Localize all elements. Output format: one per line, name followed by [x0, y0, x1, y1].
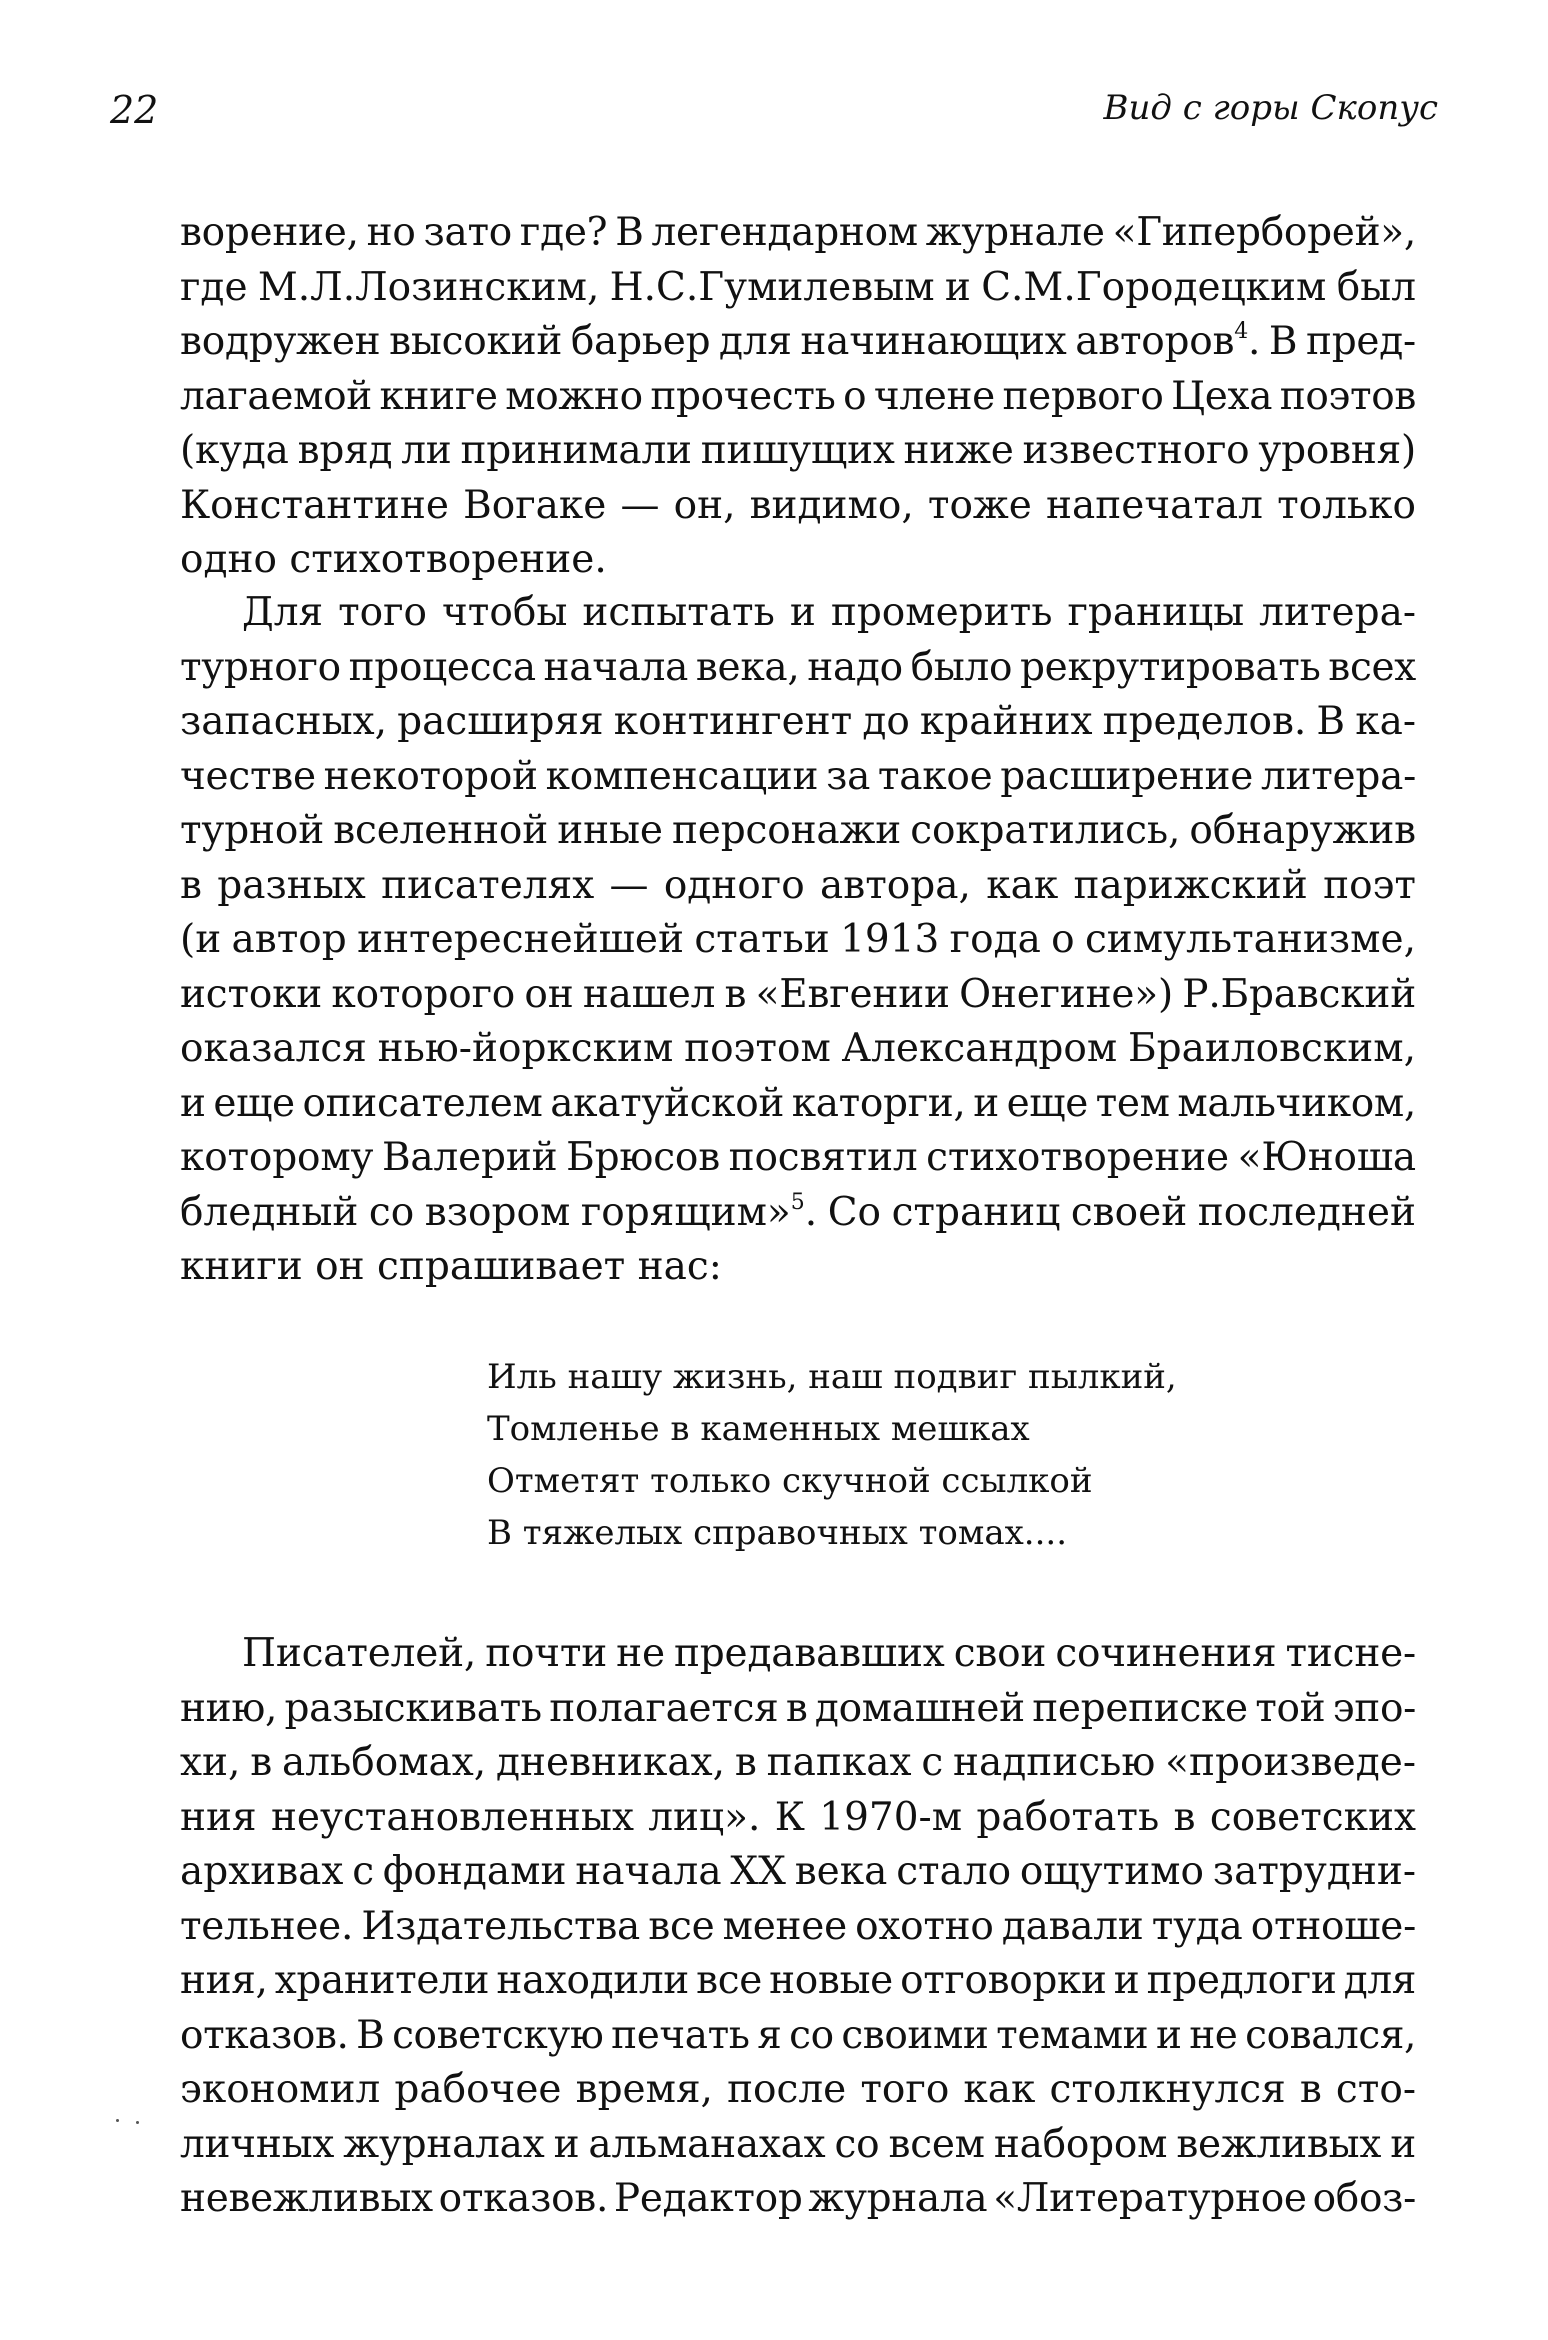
text-fragment: бледный со взором горящим» [180, 1189, 791, 1235]
verse-line: Томленье в каменных мешках [487, 1409, 1030, 1449]
text-line [180, 1186, 1416, 1241]
text-line: одно стихотворение. [180, 537, 607, 582]
scan-speck [136, 2121, 139, 2124]
running-header [110, 88, 1438, 148]
text-fragment: . В пред- [1248, 319, 1416, 364]
text-line: ния, хранители находили все новые отговорки и предлоги для [180, 1958, 1416, 2003]
text-line: ворение, но зато где? В легендарном журнале «Гиперборей», [180, 210, 1416, 255]
text-line: нию, разыскивать полагается в домашней переписке той эпо- [180, 1685, 1416, 1731]
text-line: запасных, расширяя контингент до крайних пределов. В ка- [180, 699, 1416, 744]
paragraph-2 [180, 586, 1416, 1295]
text-line: экономил рабочее время, после того как столкнулся в сто- [180, 2067, 1416, 2112]
text-line: отказов. В советскую печать я со своими темами и не совался, [180, 2012, 1416, 2058]
text-line: турной вселенной иные персонажи сократились, обнаружив [180, 808, 1416, 853]
scan-speck [116, 2119, 119, 2122]
text-line: книги он спрашивает нас: [180, 1244, 722, 1289]
text-line: (и автор интереснейшей статьи 1913 года о симультанизме, [180, 917, 1416, 962]
verse-line: Отметят только скучной ссылкой [487, 1461, 1093, 1501]
text-line: в разных писателях — одного автора, как парижский поэт [180, 862, 1416, 908]
running-title: Вид с горы Скопус [1103, 88, 1438, 128]
text-line: тельнее. Издательства все менее охотно давали туда отноше- [180, 1903, 1416, 1949]
text-line: истоки которого он нашел в «Евгении Онегине») Р.Бравский [180, 971, 1416, 1017]
text-line: Писателей, почти не предававших свои сочинения тисне- [242, 1631, 1416, 1676]
footnote-ref-4: 4 [1234, 319, 1248, 344]
verse-line: Иль нашу жизнь, наш подвиг пылкий, [487, 1357, 1177, 1397]
paragraph-3 [180, 1627, 1416, 2227]
text-line: лагаемой книге можно прочесть о члене первого Цеха поэтов [180, 373, 1416, 419]
text-line: архивах с фондами начала XX века стало ощутимо затрудни- [180, 1849, 1416, 1894]
text-line: турного процесса начала века, надо было рекрутировать всех [180, 644, 1416, 690]
verse-line: В тяжелых справочных томах.... [487, 1513, 1068, 1553]
text-line: ния неустановленных лиц». К 1970-м работать в советских [180, 1794, 1416, 1840]
text-line: хи, в альбомах, дневниках, в папках с надписью «произведе- [180, 1740, 1416, 1785]
text-line: невежливых отказов. Редактор журнала «Литературное обоз- [180, 2176, 1416, 2221]
text-fragment: . Со страниц своей последней [804, 1189, 1416, 1235]
text-line: оказался нью-йоркским поэтом Александром Браиловским, [180, 1026, 1416, 1071]
text-line [180, 315, 1416, 370]
footnote-ref-5: 5 [790, 1189, 805, 1215]
text-line: и еще описателем акатуйской каторги, и еще тем мальчиком, [180, 1080, 1416, 1126]
text-line: Константине Вогаке — он, видимо, тоже напечатал только [180, 482, 1416, 528]
text-line: честве некоторой компенсации за такое расширение литера- [180, 753, 1416, 799]
text-line: где М.Л.Лозинским, Н.С.Гумилевым и С.М.Городецким был [180, 264, 1416, 310]
verse-quote [487, 1351, 1177, 1559]
page-number: 22 [110, 88, 159, 132]
text-line: личных журналах и альманахах со всем набором вежливых и [180, 2121, 1416, 2167]
paragraph-1 [180, 206, 1416, 588]
text-fragment: водружен высокий барьер для начинающих авторов [180, 319, 1235, 364]
text-line: которому Валерий Брюсов посвятил стихотворение «Юноша [180, 1135, 1416, 1180]
text-line: Для того чтобы испытать и промерить границы литера- [242, 590, 1416, 635]
text-line: (куда вряд ли принимали пишущих ниже известного уровня) [180, 428, 1416, 473]
